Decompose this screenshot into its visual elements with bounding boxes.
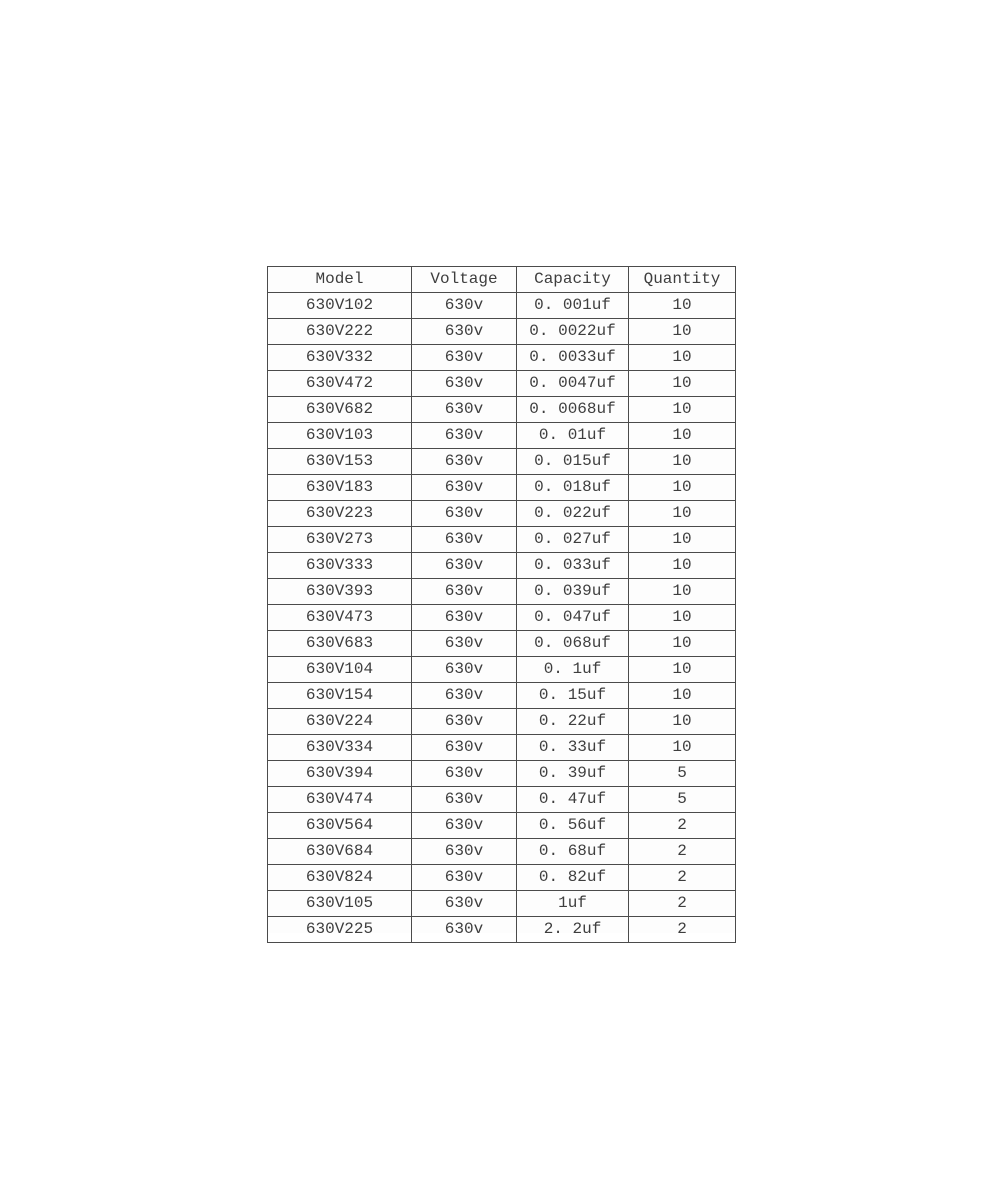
table-row — [268, 917, 736, 943]
column-header-model: Model — [268, 267, 412, 293]
model-cell: 630V473 — [268, 605, 412, 631]
table-row — [268, 501, 736, 527]
capacity-cell: 0. 068uf — [517, 631, 629, 657]
voltage-cell: 630v — [412, 683, 517, 709]
table-row — [268, 527, 736, 553]
table-body — [268, 293, 736, 943]
quantity-cell: 5 — [629, 761, 736, 787]
table-row — [268, 813, 736, 839]
voltage-cell: 630v — [412, 501, 517, 527]
capacity-cell: 0. 56uf — [517, 813, 629, 839]
quantity-cell: 10 — [629, 371, 736, 397]
voltage-cell: 630v — [412, 475, 517, 501]
capacity-cell: 0. 68uf — [517, 839, 629, 865]
quantity-cell: 10 — [629, 605, 736, 631]
capacity-cell: 0. 39uf — [517, 761, 629, 787]
quantity-cell: 10 — [629, 319, 736, 345]
model-cell: 630V333 — [268, 553, 412, 579]
voltage-cell: 630v — [412, 319, 517, 345]
model-cell: 630V684 — [268, 839, 412, 865]
table-row — [268, 865, 736, 891]
table-header-row — [268, 267, 736, 293]
table-row — [268, 423, 736, 449]
capacity-cell: 0. 022uf — [517, 501, 629, 527]
capacity-cell: 0. 0033uf — [517, 345, 629, 371]
model-cell: 630V104 — [268, 657, 412, 683]
quantity-cell: 10 — [629, 735, 736, 761]
quantity-cell: 10 — [629, 579, 736, 605]
model-cell: 630V105 — [268, 891, 412, 917]
quantity-cell: 10 — [629, 397, 736, 423]
model-cell: 630V393 — [268, 579, 412, 605]
voltage-cell: 630v — [412, 293, 517, 319]
model-cell: 630V103 — [268, 423, 412, 449]
table-row — [268, 683, 736, 709]
voltage-cell: 630v — [412, 839, 517, 865]
voltage-cell: 630v — [412, 657, 517, 683]
model-cell: 630V222 — [268, 319, 412, 345]
table-row — [268, 891, 736, 917]
table-row — [268, 371, 736, 397]
quantity-cell: 10 — [629, 293, 736, 319]
capacity-cell: 1uf — [517, 891, 629, 917]
model-cell: 630V102 — [268, 293, 412, 319]
table-row — [268, 475, 736, 501]
table-row — [268, 345, 736, 371]
capacity-cell: 0. 018uf — [517, 475, 629, 501]
voltage-cell: 630v — [412, 787, 517, 813]
quantity-cell: 10 — [629, 345, 736, 371]
voltage-cell: 630v — [412, 371, 517, 397]
voltage-cell: 630v — [412, 813, 517, 839]
capacity-cell: 2. 2uf — [517, 917, 629, 943]
quantity-cell: 10 — [629, 527, 736, 553]
table-row — [268, 293, 736, 319]
voltage-cell: 630v — [412, 865, 517, 891]
voltage-cell: 630v — [412, 709, 517, 735]
capacitor-table-container — [267, 266, 735, 938]
voltage-cell: 630v — [412, 761, 517, 787]
table-row — [268, 319, 736, 345]
table-row — [268, 839, 736, 865]
model-cell: 630V394 — [268, 761, 412, 787]
table-row — [268, 631, 736, 657]
voltage-cell: 630v — [412, 917, 517, 943]
voltage-cell: 630v — [412, 631, 517, 657]
table-row — [268, 657, 736, 683]
table-row — [268, 553, 736, 579]
table-row — [268, 709, 736, 735]
quantity-cell: 10 — [629, 423, 736, 449]
quantity-cell: 2 — [629, 839, 736, 865]
quantity-cell: 10 — [629, 657, 736, 683]
quantity-cell: 2 — [629, 917, 736, 943]
voltage-cell: 630v — [412, 397, 517, 423]
quantity-cell: 10 — [629, 709, 736, 735]
table-row — [268, 397, 736, 423]
capacity-cell: 0. 47uf — [517, 787, 629, 813]
capacity-cell: 0. 015uf — [517, 449, 629, 475]
model-cell: 630V564 — [268, 813, 412, 839]
table-row — [268, 605, 736, 631]
model-cell: 630V682 — [268, 397, 412, 423]
voltage-cell: 630v — [412, 345, 517, 371]
model-cell: 630V153 — [268, 449, 412, 475]
capacity-cell: 0. 0047uf — [517, 371, 629, 397]
model-cell: 630V824 — [268, 865, 412, 891]
voltage-cell: 630v — [412, 579, 517, 605]
voltage-cell: 630v — [412, 553, 517, 579]
quantity-cell: 10 — [629, 553, 736, 579]
voltage-cell: 630v — [412, 449, 517, 475]
capacity-cell: 0. 33uf — [517, 735, 629, 761]
model-cell: 630V334 — [268, 735, 412, 761]
capacity-cell: 0. 039uf — [517, 579, 629, 605]
capacity-cell: 0. 027uf — [517, 527, 629, 553]
quantity-cell: 10 — [629, 631, 736, 657]
capacity-cell: 0. 001uf — [517, 293, 629, 319]
quantity-cell: 10 — [629, 683, 736, 709]
model-cell: 630V183 — [268, 475, 412, 501]
model-cell: 630V472 — [268, 371, 412, 397]
model-cell: 630V154 — [268, 683, 412, 709]
voltage-cell: 630v — [412, 527, 517, 553]
voltage-cell: 630v — [412, 891, 517, 917]
model-cell: 630V225 — [268, 917, 412, 943]
voltage-cell: 630v — [412, 423, 517, 449]
capacity-cell: 0. 01uf — [517, 423, 629, 449]
model-cell: 630V332 — [268, 345, 412, 371]
model-cell: 630V273 — [268, 527, 412, 553]
column-header-quantity: Quantity — [629, 267, 736, 293]
capacity-cell: 0. 1uf — [517, 657, 629, 683]
capacity-cell: 0. 15uf — [517, 683, 629, 709]
table-row — [268, 449, 736, 475]
model-cell: 630V683 — [268, 631, 412, 657]
table-row — [268, 787, 736, 813]
capacity-cell: 0. 22uf — [517, 709, 629, 735]
column-header-capacity: Capacity — [517, 267, 629, 293]
quantity-cell: 10 — [629, 501, 736, 527]
quantity-cell: 5 — [629, 787, 736, 813]
model-cell: 630V474 — [268, 787, 412, 813]
voltage-cell: 630v — [412, 605, 517, 631]
quantity-cell: 10 — [629, 449, 736, 475]
capacity-cell: 0. 033uf — [517, 553, 629, 579]
quantity-cell: 10 — [629, 475, 736, 501]
quantity-cell: 2 — [629, 891, 736, 917]
capacity-cell: 0. 0022uf — [517, 319, 629, 345]
voltage-cell: 630v — [412, 735, 517, 761]
capacity-cell: 0. 0068uf — [517, 397, 629, 423]
model-cell: 630V224 — [268, 709, 412, 735]
capacity-cell: 0. 047uf — [517, 605, 629, 631]
capacitor-table — [267, 266, 736, 943]
capacity-cell: 0. 82uf — [517, 865, 629, 891]
model-cell: 630V223 — [268, 501, 412, 527]
quantity-cell: 2 — [629, 813, 736, 839]
table-row — [268, 761, 736, 787]
table-row — [268, 735, 736, 761]
quantity-cell: 2 — [629, 865, 736, 891]
column-header-voltage: Voltage — [412, 267, 517, 293]
table-row — [268, 579, 736, 605]
